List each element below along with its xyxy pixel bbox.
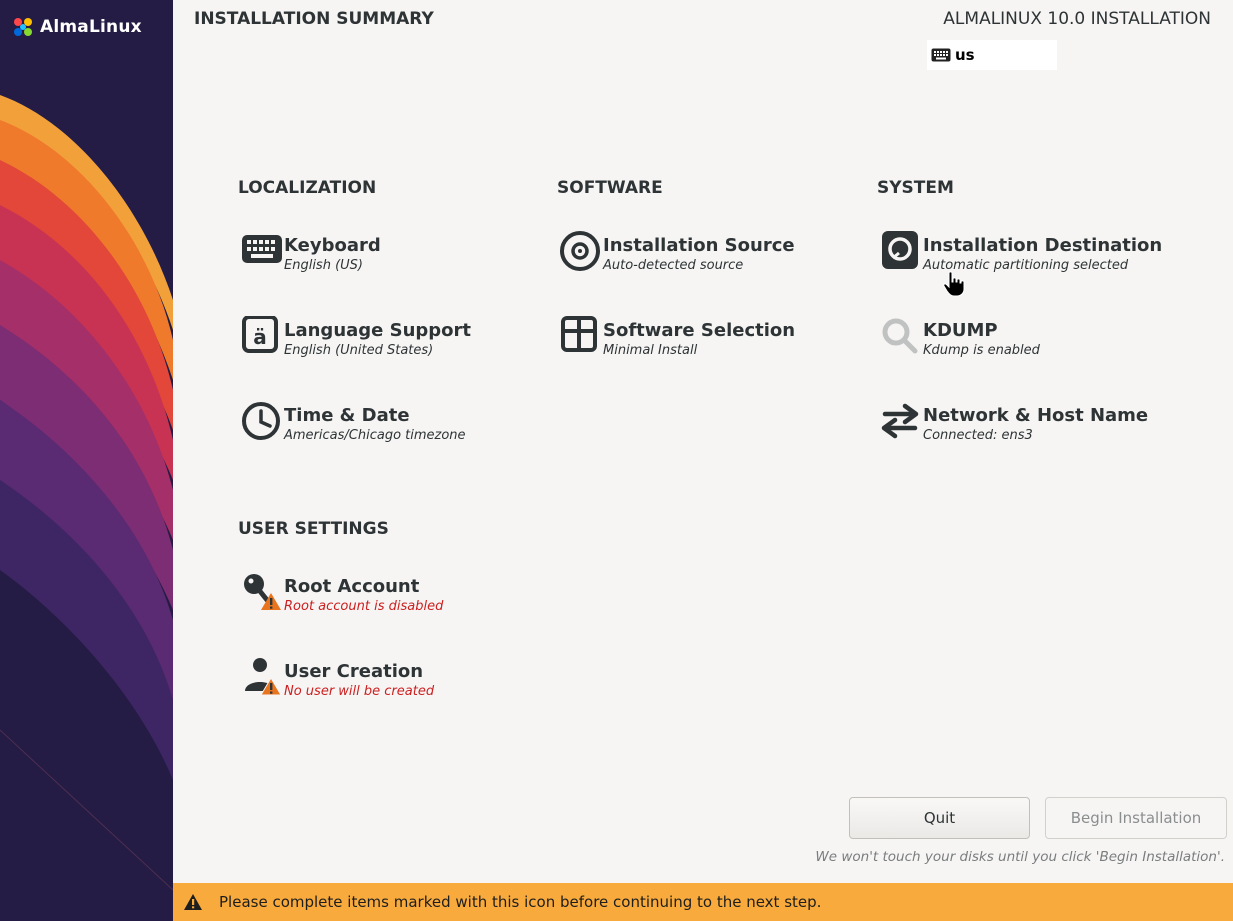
key-warning-icon [240,572,284,616]
spoke-installation-destination[interactable] [879,235,1179,275]
network-title: Network & Host Name [923,405,1149,426]
almalinux-logo-icon [12,16,34,38]
page-title: INSTALLATION SUMMARY [194,9,434,29]
spoke-network-host-name[interactable] [879,405,1179,445]
user-creation-status: No user will be created [284,684,435,699]
quit-button[interactable]: Quit [849,797,1030,839]
language-title: Language Support [284,320,472,341]
user-warning-icon [240,657,284,701]
installation-source-title: Installation Source [603,235,795,256]
warning-message: Please complete items marked with this icon before continuing to the next step. [219,893,822,911]
sidebar [0,0,173,921]
disk-safety-note: We won't touch your disks until you click 'Begin Installation'. [815,849,1225,865]
user-settings-heading: USER SETTINGS [238,519,389,539]
installation-destination-title: Installation Destination [923,235,1163,256]
root-account-status: Root account is disabled [284,599,444,614]
installation-destination-status: Automatic partitioning selected [923,258,1129,273]
almalinux-logo [12,14,142,40]
network-status: Connected: ens3 [923,428,1033,443]
software-selection-title: Software Selection [603,320,796,341]
hard-drive-icon [879,231,923,275]
begin-installation-button[interactable]: Begin Installation [1045,797,1227,839]
warning-bar [173,883,1233,921]
installation-source-status: Auto-detected source [603,258,744,273]
sidebar-background-art [0,0,173,921]
spoke-keyboard[interactable] [240,235,540,275]
system-heading: SYSTEM [877,178,954,198]
keyboard-layout-label: us [955,46,975,64]
keyboard-title: Keyboard [284,235,381,256]
software-selection-status: Minimal Install [603,343,698,358]
brand-name: AlmaLinux [40,17,142,37]
svg-text:ä: ä [253,325,267,349]
spoke-kdump[interactable] [879,320,1179,360]
spoke-root-account[interactable] [240,576,540,616]
time-date-status: Americas/Chicago timezone [284,428,466,443]
disc-icon [559,231,603,275]
time-date-title: Time & Date [284,405,410,426]
keyboard-layout-indicator[interactable] [927,40,1057,70]
keyboard-small-icon [931,48,951,62]
hand-cursor-icon [943,271,965,301]
package-icon [559,316,603,360]
keyboard-icon [240,231,284,275]
kdump-status: Kdump is enabled [923,343,1040,358]
language-icon [240,316,284,360]
spoke-time-date[interactable] [240,405,540,445]
software-heading: SOFTWARE [557,178,663,198]
language-status: English (United States) [284,343,434,358]
clock-icon [240,401,284,445]
user-creation-title: User Creation [284,661,424,682]
kdump-title: KDUMP [923,320,998,341]
keyboard-status: English (US) [284,258,363,273]
product-title: ALMALINUX 10.0 INSTALLATION [943,9,1211,29]
root-account-title: Root Account [284,576,420,597]
network-arrows-icon [879,401,923,445]
spoke-software-selection[interactable] [559,320,859,360]
warning-triangle-icon [183,893,203,911]
spoke-user-creation[interactable] [240,661,540,701]
magnifier-icon [879,316,923,360]
localization-heading: LOCALIZATION [238,178,377,198]
spoke-installation-source[interactable] [559,235,859,275]
spoke-language-support[interactable] [240,320,540,360]
